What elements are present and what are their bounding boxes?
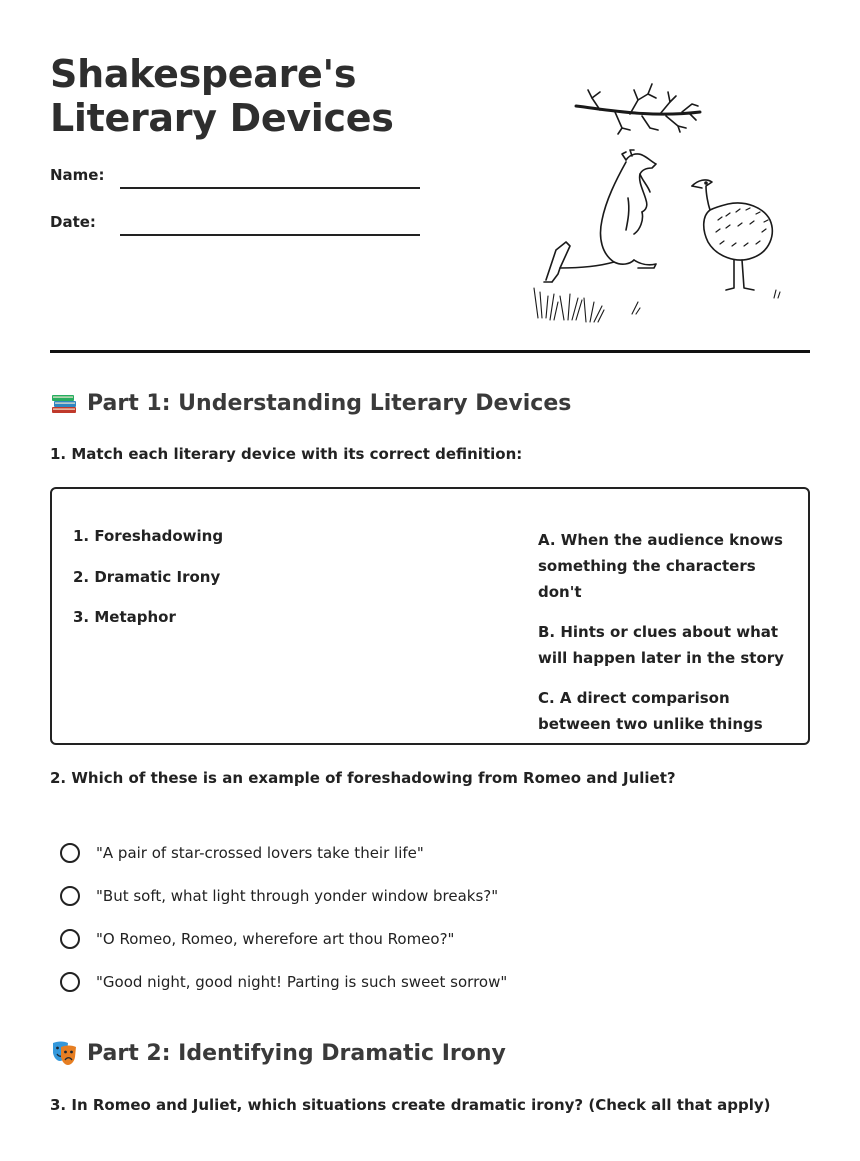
radio-button[interactable] bbox=[60, 886, 80, 906]
date-field[interactable] bbox=[120, 234, 420, 236]
definition-item: B. Hints or clues about what will happen later in the story bbox=[538, 623, 784, 667]
radio-button[interactable] bbox=[60, 843, 80, 863]
books-icon bbox=[50, 389, 78, 417]
terms-column bbox=[73, 527, 373, 649]
term-item: 3. Metaphor bbox=[73, 608, 176, 626]
matching-box bbox=[50, 487, 810, 745]
kangaroo-icon bbox=[544, 150, 656, 282]
answer-option[interactable] bbox=[60, 874, 760, 917]
term-item: 1. Foreshadowing bbox=[73, 527, 224, 545]
answer-option[interactable] bbox=[60, 960, 760, 1003]
name-field[interactable] bbox=[120, 187, 420, 189]
worksheet-title: Shakespeare's Literary Devices bbox=[50, 52, 394, 140]
definition-item: C. A direct comparison between two unlike things bbox=[538, 689, 763, 733]
part2-heading-text: Part 2: Identifying Dramatic Irony bbox=[87, 1040, 506, 1066]
question-3: 3. In Romeo and Juliet, which situations create dramatic irony? (Check all that apply) bbox=[50, 1096, 771, 1114]
name-label: Name: bbox=[50, 166, 105, 184]
grass-icon bbox=[534, 288, 780, 322]
question-2-options bbox=[60, 831, 760, 1003]
answer-option-text: "O Romeo, Romeo, wherefore art thou Romeo?" bbox=[96, 929, 455, 948]
answer-option[interactable] bbox=[60, 917, 760, 960]
answer-option-text: "But soft, what light through yonder window breaks?" bbox=[96, 886, 499, 905]
definitions-column bbox=[538, 527, 793, 751]
part1-heading bbox=[50, 389, 571, 417]
part2-heading bbox=[50, 1039, 506, 1067]
theater-masks-icon bbox=[50, 1039, 78, 1067]
part1-heading-text: Part 1: Understanding Literary Devices bbox=[87, 390, 572, 416]
date-label: Date: bbox=[50, 213, 96, 231]
answer-option[interactable] bbox=[60, 831, 760, 874]
answer-option-text: "A pair of star-crossed lovers take their life" bbox=[96, 843, 424, 862]
radio-button[interactable] bbox=[60, 929, 80, 949]
term-item: 2. Dramatic Irony bbox=[73, 567, 221, 586]
header-divider bbox=[50, 350, 810, 353]
answer-option-text: "Good night, good night! Parting is such sweet sorrow" bbox=[96, 972, 508, 991]
branch-icon bbox=[576, 84, 700, 134]
question-1: 1. Match each literary device with its correct definition: bbox=[50, 445, 523, 463]
radio-button[interactable] bbox=[60, 972, 80, 992]
emu-icon bbox=[692, 180, 772, 290]
definition-item: A. When the audience knows something the characters don't bbox=[538, 531, 783, 601]
kangaroo-emu-illustration bbox=[530, 70, 790, 330]
question-2: 2. Which of these is an example of foreshadowing from Romeo and Juliet? bbox=[50, 769, 676, 787]
